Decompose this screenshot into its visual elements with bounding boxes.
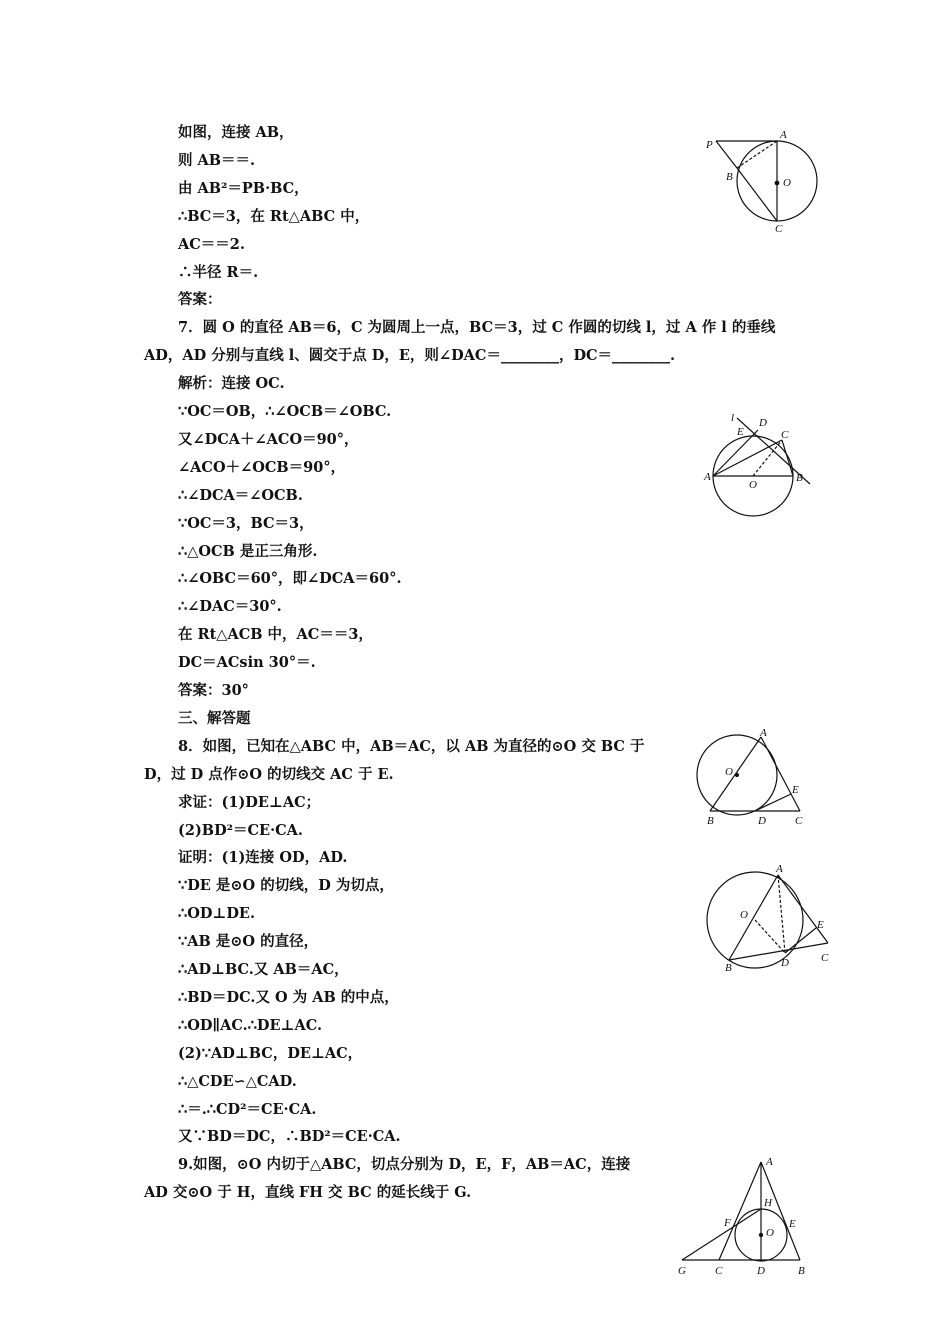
text-line: ∴半径 R＝.: [178, 263, 259, 281]
text-line: ∠ACO＋∠OCB＝90°，: [178, 458, 346, 476]
label-B: B: [798, 1265, 805, 1277]
text-line: 答案：: [178, 291, 222, 309]
label-E: E: [737, 426, 744, 438]
text-line: 则 AB＝＝.: [178, 151, 256, 169]
label-D: D: [781, 957, 789, 969]
figure-circle-tangent-l: [700, 408, 815, 520]
label-O: O: [766, 1227, 774, 1239]
text-line: 9.如图，⊙O 内切于△ABC，切点分别为 D，E，F，AB＝AC，连接: [178, 1156, 631, 1174]
text-line: 在 Rt△ACB 中，AC＝＝3，: [178, 626, 373, 644]
label-E: E: [789, 1218, 796, 1230]
text-line: ∴∠DAC＝30°.: [178, 598, 282, 616]
text-line: (2)BD²＝CE·CA.: [178, 821, 303, 839]
label-O: O: [725, 766, 733, 778]
text-line: ∵OC＝OB，∴∠OCB＝∠OBC.: [178, 403, 392, 420]
label-D: D: [757, 1265, 765, 1277]
text-line: ∴AD⊥BC.又 AB＝AC，: [178, 961, 349, 978]
label-O: O: [740, 909, 748, 921]
text-line: ∵OC＝3，BC＝3，: [178, 514, 314, 532]
text-line: ∴△CDE∽△CAD.: [178, 1072, 297, 1090]
label-B: B: [726, 171, 733, 183]
label-O: O: [749, 479, 757, 491]
label-H: H: [764, 1197, 772, 1209]
text-line: ∴∠DCA＝∠OCB.: [178, 486, 303, 504]
label-B: B: [707, 815, 714, 827]
label-C: C: [775, 223, 783, 235]
label-C: C: [781, 429, 789, 441]
text-line: ∴OD⊥DE.: [178, 905, 256, 923]
text-line: AC＝＝2.: [178, 235, 245, 253]
text-line: 8．如图，已知在△ABC 中，AB＝AC，以 AB 为直径的⊙O 交 BC 于: [178, 737, 645, 755]
label-F: F: [724, 1217, 731, 1229]
text-line: 又∵BD＝DC，∴BD²＝CE·CA.: [178, 1128, 401, 1146]
text-line: ∴OD∥AC.∴DE⊥AC.: [178, 1016, 323, 1034]
text-line: ∴BD＝DC.又 O 为 AB 的中点，: [178, 988, 399, 1006]
figure-problem-8: [693, 725, 813, 830]
text-line: 证明：(1)连接 OD，AD.: [178, 849, 348, 867]
label-D: D: [758, 815, 766, 827]
label-A: A: [776, 863, 783, 875]
text-line: DC＝ACsin 30°＝.: [178, 654, 316, 672]
text-line: 如图，连接 AB，: [178, 124, 294, 141]
label-O: O: [783, 177, 791, 189]
text-line: ∴BC＝3，在 Rt△ABC 中，: [178, 207, 370, 225]
text-line: AD 交⊙O 于 H，直线 FH 交 BC 的延长线于 G.: [144, 1184, 472, 1202]
text-line: D，过 D 点作⊙O 的切线交 AC 于 E.: [144, 765, 394, 783]
label-C: C: [821, 952, 829, 964]
label-E: E: [792, 784, 799, 796]
label-C: C: [715, 1265, 723, 1277]
text-line: ∴△OCB 是正三角形.: [178, 542, 318, 560]
text-line: 答案：30°: [178, 682, 249, 699]
label-A: A: [780, 129, 787, 141]
label-A: A: [766, 1156, 773, 1168]
label-P: P: [706, 139, 713, 151]
text-line: 三、解答题: [178, 709, 251, 727]
text-line: ∴＝.∴CD²＝CE·CA.: [178, 1100, 317, 1118]
label-E: E: [817, 919, 824, 931]
label-G: G: [678, 1265, 686, 1277]
text-line: 又∠DCA＋∠ACO＝90°，: [178, 430, 359, 448]
label-l: l: [731, 412, 735, 424]
figure-proof-8: [703, 860, 833, 975]
text-line: ∵AB 是⊙O 的直径，: [178, 933, 319, 951]
text-line: 求证：(1)DE⊥AC；: [178, 793, 321, 811]
text-line: ∴∠OBC＝60°，即∠DCA＝60°.: [178, 570, 402, 588]
figure-tangent-secant: [700, 128, 825, 238]
text-line: ∵DE 是⊙O 的切线，D 为切点，: [178, 877, 394, 895]
figure-problem-9: [672, 1150, 817, 1280]
text-line: AD，AD 分别与直线 l、圆交于点 D，E，则∠DAC＝________，DC＝________.: [144, 347, 676, 365]
text-line: (2)∵AD⊥BC，DE⊥AC，: [178, 1044, 363, 1062]
text-line: 解析：连接 OC.: [178, 375, 285, 393]
label-B: B: [796, 472, 803, 484]
label-A: A: [760, 727, 767, 739]
text-line: 由 AB²＝PB·BC，: [178, 179, 309, 197]
label-D: D: [759, 417, 767, 429]
label-B: B: [725, 962, 732, 974]
text-line: 7．圆 O 的直径 AB＝6，C 为圆周上一点，BC＝3，过 C 作圆的切线 l，过 A 作 l 的垂线: [178, 319, 776, 337]
label-A: A: [704, 471, 711, 483]
label-C: C: [795, 815, 803, 827]
